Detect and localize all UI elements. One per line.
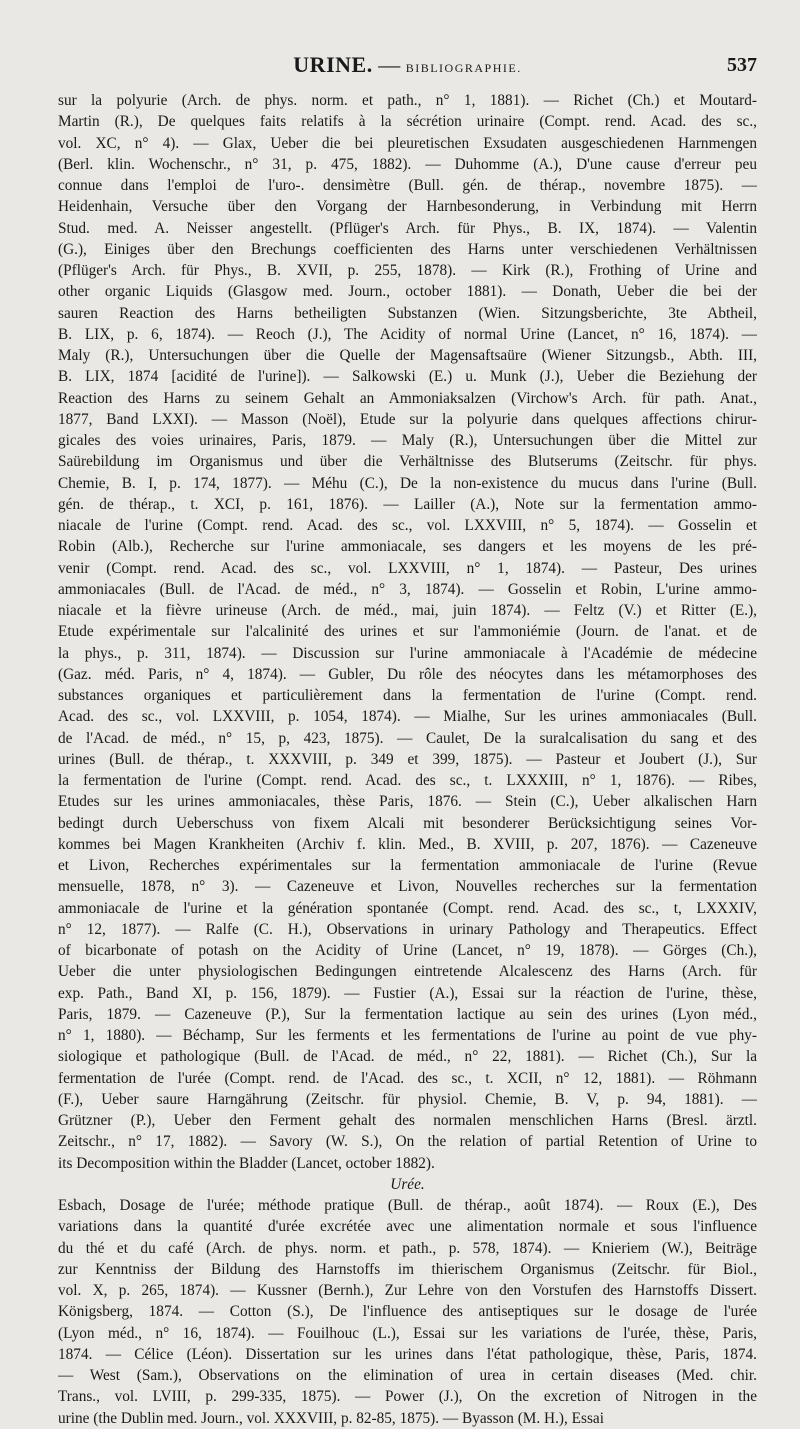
text-line: Trans., vol. LVIII, p. 299-335, 1875). — Power (J.), On the excretion of Nitrogen in the bbox=[58, 1388, 757, 1406]
text-line: Martin (R.), De quelques faits relatifs à la sécrétion urinaire (Compt. rend. Acad. des sc., bbox=[58, 113, 757, 131]
running-title: URINE. bbox=[293, 52, 373, 77]
text-line: Maly (R.), Untersuchungen über die Quelle der Magensaftsaüre (Wiener Sitzungsb., Abth. III, bbox=[58, 347, 757, 364]
running-header bbox=[58, 48, 757, 82]
section-heading: Urée. bbox=[390, 1175, 425, 1193]
text-line: vol. X, p. 265, 1874). — Kussner (Bernh.), Zur Lehre von den Vorstufen des Harnstoffs Dissert. bbox=[58, 1282, 757, 1299]
text-line: urine (the Dublin med. Journ., vol. XXXVIII, p. 82-85, 1875). — Byasson (M. H.), Essai bbox=[58, 1409, 604, 1427]
bibliography-block-1 bbox=[58, 90, 757, 1174]
text-line: venir (Compt. rend. Acad. des sc., vol. LXXVIII, n° 1, 1874). — Pasteur, Des urines bbox=[58, 559, 757, 577]
text-line: other organic Liquids (Glasgow med. Journ., october 1881). — Donath, Ueber die bei der bbox=[58, 283, 757, 301]
text-line: fermentation de l'urée (Compt. rend. de l'Acad. des sc., t. XCII, n° 12, 1881). — Röhmann bbox=[58, 1069, 757, 1087]
text-line: Zeitschr., n° 17, 1882). — Savory (W. S.), On the relation of partial Retention of Urine to bbox=[58, 1133, 757, 1151]
text-line: Esbach, Dosage de l'urée; méthode pratique (Bull. de thérap., août 1874). — Roux (E.), Des bbox=[58, 1197, 757, 1214]
text-line: exp. Path., Band XI, p. 156, 1879). — Fustier (A.), Essai sur la réaction de l'urine, thèse, bbox=[58, 984, 757, 1002]
text-line: sur la polyurie (Arch. de phys. norm. et path., n° 1, 1881). — Richet (Ch.) et Moutard- bbox=[58, 92, 757, 109]
text-line: Paris, 1879. — Cazeneuve (P.), Sur la fermentation lactique au sein des urines (Lyon méd., bbox=[58, 1005, 757, 1023]
text-line: Reaction des Harns zu seinem Gehalt an Ammoniaksalzen (Virchow's Arch. für path. Anat., bbox=[58, 389, 757, 407]
text-line: n° 12, 1877). — Ralfe (C. H.), Observations in urinary Pathology and Therapeutics. Effect bbox=[58, 920, 757, 938]
text-line: Saürebildung im Organismus und über die Verhältnisse des Blutserums (Zeitschr. für phys. bbox=[58, 453, 757, 471]
text-line: Königsberg, 1874. — Cotton (S.), De l'influence des antiseptiques sur le dosage de l'urée bbox=[58, 1303, 757, 1321]
text-line: connue dans l'emploi de l'uro-. densimètre (Bull. gén. de thérap., novembre 1875). — bbox=[58, 177, 757, 194]
text-line: its Decomposition within the Bladder (Lancet, october 1882). bbox=[58, 1154, 435, 1172]
text-line: Ueber die unter physiologischen Bedingungen eintretende Alcalescenz des Harns (Arch. für bbox=[58, 963, 757, 981]
text-line: du thé et du café (Arch. de phys. norm. et path., p. 578, 1874). — Knieriem (W.), Beiträge bbox=[58, 1239, 757, 1257]
text-line: — West (Sam.), Observations on the elimination of urea in certain diseases (Med. chir. bbox=[58, 1367, 757, 1384]
text-line: Chemie, B. I, p. 174, 1877). — Méhu (C.), De la non-existence du mucus dans l'urine (Bull. bbox=[58, 474, 757, 492]
text-line: of bicarbonate of potash on the Acidity of Urine (Lancet, n° 19, 1878). — Görges (Ch.), bbox=[58, 942, 757, 959]
text-line: Heidenhain, Versuche über den Vorgang der Harnbesonderung, in Verbindung mit Herrn bbox=[58, 198, 757, 216]
text-line: B. LIX, 1874 [acidité de l'urine]). — Salkowski (E.) u. Munk (J.), Ueber die Beziehung der bbox=[58, 368, 757, 386]
text-line: vol. XC, n° 4). — Glax, Ueber die bei pleuretischen Exsudaten ausgeschiedenen Harnmengen bbox=[58, 134, 757, 152]
text-line: (Gaz. méd. Paris, n° 4, 1874). — Gubler, Du rôle des néocytes dans les métamorphoses des bbox=[58, 665, 757, 683]
text-line: ammoniacale de l'urine et la génération spontanée (Compt. rend. Acad. des sc., t, LXXXIV, bbox=[58, 899, 757, 917]
page-number: 537 bbox=[727, 54, 757, 76]
text-line: et Livon, Recherches expérimentales sur la fermentation ammoniacale de l'urine (Revue bbox=[58, 857, 757, 874]
text-line: niacale de l'urine (Compt. rend. Acad. des sc., vol. LXXVIII, n° 5, 1874). — Gosselin et bbox=[58, 517, 757, 534]
text-line: niacale et la fièvre urineuse (Arch. de méd., mai, juin 1874). — Feltz (V.) et Ritter (E.), bbox=[58, 602, 757, 619]
bibliography-text bbox=[58, 90, 757, 1429]
text-line: (G.), Einiges über den Brechungs coefficienten des Harns unter verschiedenen Verhältnissen bbox=[58, 240, 757, 258]
text-line: (Pflüger's Arch. für Phys., B. XVII, p. 255, 1878). — Kirk (R.), Frothing of Urine and bbox=[58, 262, 757, 279]
text-line: gén. de thérap., t. XCI, p. 161, 1876). — Lailler (A.), Note sur la fermentation ammo- bbox=[58, 495, 757, 513]
text-line: Etude expérimentale sur l'alcalinité des urines et sur l'ammoniémie (Journ. de l'anat. et de bbox=[58, 623, 757, 641]
text-line: variations dans la quantité d'urée excrétée avec une alimentation normale et sous l'influence bbox=[58, 1218, 757, 1236]
text-line: 1874. — Célice (Léon). Dissertation sur les urines dans l'état pathologique, thèse, Paris, 1874. bbox=[58, 1345, 757, 1363]
text-line: Grützner (P.), Ueber den Ferment gehalt des normalen menschlichen Harns (Bresl. ärztl. bbox=[58, 1112, 757, 1129]
running-separator: — bbox=[372, 52, 406, 77]
bibliography-block-2 bbox=[58, 1195, 757, 1429]
text-line: Acad. des sc., vol. LXXVIII, p. 1054, 1874). — Mialhe, Sur les urines ammoniacales (Bull. bbox=[58, 708, 757, 726]
text-line: Etudes sur les urines ammoniacales, thèse Paris, 1876. — Stein (C.), Ueber alkalischen Harn bbox=[58, 793, 757, 811]
text-line: (F.), Ueber saure Harngährung (Zeitschr. für physiol. Chemie, B. V, p. 94, 1881). — bbox=[58, 1090, 757, 1108]
text-line: Robin (Alb.), Recherche sur l'urine ammoniacale, ses dangers et les moyens de les pré- bbox=[58, 538, 757, 556]
text-line: Stud. med. A. Neisser angestellt. (Pflüger's Arch. für Phys., B. IX, 1874). — Valentin bbox=[58, 219, 757, 237]
text-line: siologique et pathologique (Bull. de l'Acad. de méd., n° 22, 1881). — Richet (Ch.), Sur la bbox=[58, 1048, 757, 1066]
running-subtitle: BIBLIOGRAPHIE. bbox=[405, 61, 522, 75]
text-line: zur Kenntniss der Bildung des Harnstoffs im thierischem Organismus (Zeitschr. für Biol., bbox=[58, 1260, 757, 1278]
text-line: de l'Acad. de méd., n° 15, p, 423, 1875). — Caulet, De la suralcalisation du sang et des bbox=[58, 729, 757, 747]
text-line: 1877, Band LXXI). — Masson (Noël), Etude sur la polyurie dans quelques affections chirur- bbox=[58, 410, 757, 428]
text-line: bedingt durch Ueberschuss von fixem Alcali mit besonderer Berücksichtigung seines Vor- bbox=[58, 814, 757, 832]
text-line: n° 1, 1880). — Béchamp, Sur les ferments et les fermentations de l'urine au point de vue phy- bbox=[58, 1027, 757, 1044]
text-line: B. LIX, p. 6, 1874). — Reoch (J.), The Acidity of normal Urine (Lancet, n° 16, 1874). — bbox=[58, 325, 757, 343]
text-line: la fermentation de l'urine (Compt. rend. Acad. des sc., t. LXXXIII, n° 1, 1876). — Ribes, bbox=[58, 772, 757, 789]
text-line: (Lyon méd., n° 16, 1874). — Fouilhouc (L.), Essai sur les variations de l'urée, thèse, Paris, bbox=[58, 1324, 757, 1342]
text-line: ammoniacales (Bull. de l'Acad. de méd., n° 3, 1874). — Gosselin et Robin, L'urine ammo- bbox=[58, 580, 757, 598]
text-line: (Berl. klin. Wochenschr., n° 31, p. 475, 1882). — Duhomme (A.), D'une cause d'erreur peu bbox=[58, 155, 757, 173]
text-line: kommes bei Magen Krankheiten (Archiv f. klin. Med., B. XVIII, p. 207, 1876). — Cazeneuve bbox=[58, 835, 757, 853]
text-line: urines (Bull. de thérap., t. XXXVIII, p. 349 et 399, 1875). — Pasteur et Joubert (J.), Sur bbox=[58, 750, 757, 768]
text-line: mensuelle, 1878, n° 3). — Cazeneuve et Livon, Nouvelles recherches sur la fermentation bbox=[58, 878, 757, 896]
text-line: la phys., p. 311, 1874). — Discussion sur l'urine ammoniacale à l'Académie de médecine bbox=[58, 644, 757, 662]
text-line: sauren Reaction des Harns betheiligten Substanzen (Wien. Sitzungsberichte, 3te Abtheil, bbox=[58, 304, 757, 322]
text-line: substances organiques et particulièrement dans la fermentation de l'urine (Compt. rend. bbox=[58, 687, 757, 704]
text-line: gicales des voies urinaires, Paris, 1879. — Maly (R.), Untersuchungen über die Mittel zur bbox=[58, 432, 757, 449]
